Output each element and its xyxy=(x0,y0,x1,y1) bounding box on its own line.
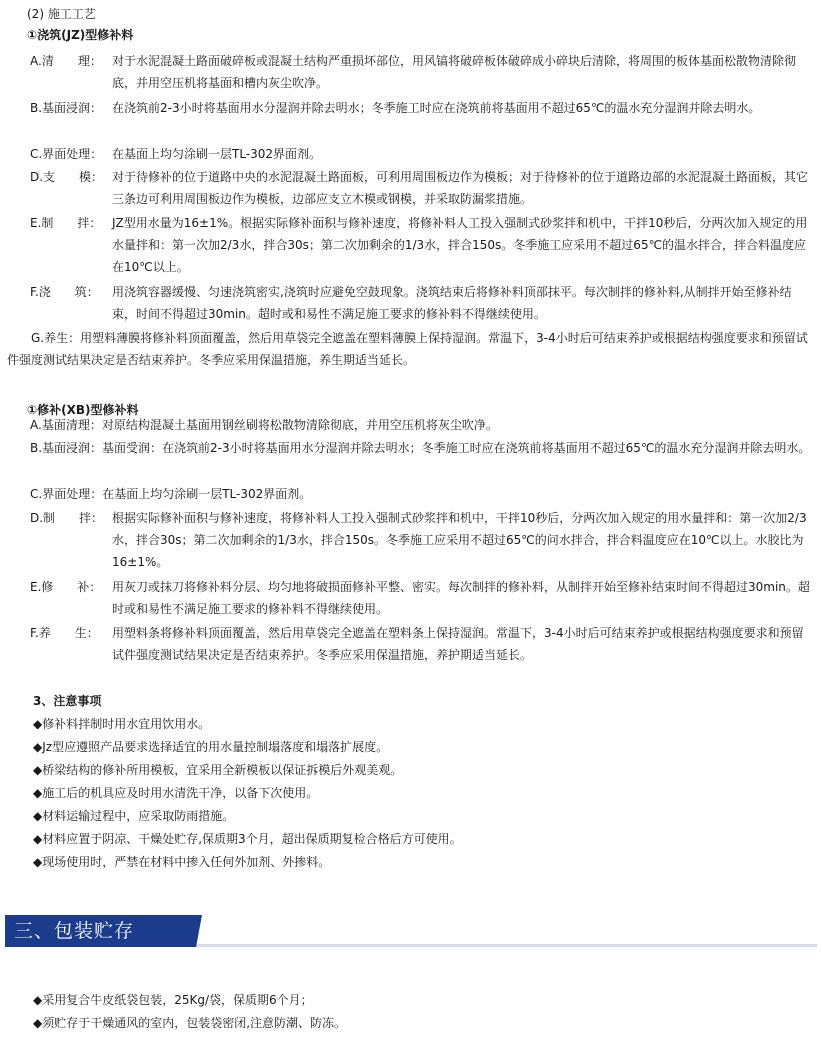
xb-step-a-text: A.基面清理：对原结构混凝土基面用钢丝刷将松散物清除彻底，并用空压机将灰尘吹净。 xyxy=(30,418,498,432)
xb-step-f-text: 用塑料条将修补料顶面覆盖，然后用草袋完全遮盖在塑料条上保持湿润。常温下，3-4小时后可结束养护或根据结构强度要求和预留试件强度测试结果决定是否结束养护。冬季应采用保温措施，养护期适当延长。 xyxy=(112,626,804,662)
jz-step-e-label: E.制 拌： xyxy=(30,216,102,230)
jz-step-b-text: 在浇筑前2-3小时将基面用水分湿润并除去明水；冬季施工时应在浇筑前将基面用不超过65℃的温水充分湿润并除去明水。 xyxy=(112,101,761,115)
notes-item: ◆材料应置于阴凉、干燥处贮存,保质期3个月，超出保质期复检合格后方可使用。 xyxy=(33,832,462,846)
notes-item: ◆材料运输过程中，应采取防雨措施。 xyxy=(33,809,235,823)
jz-step-b-label: B.基面浸润： xyxy=(30,101,103,115)
jz-step-d-label: D.支 模： xyxy=(30,170,104,184)
xb-step-d-text: 根据实际修补面积与修补速度，将修补料人工投入强制式砂浆拌和机中，干拌10秒后，分两次加入规定的用水量拌和：第一次加2/3水，拌合30s；第二次加剩余的1/3水，拌合150s。冬季施工应采用不超过65℃的问水拌合，拌合料温度应在10℃以上。水胶比为16±1%。 xyxy=(112,511,807,569)
jz-step-e-text: JZ型用水量为16±1%。根据实际修补面积与修补速度，将修补料人工投入强制式砂浆拌和机中，干拌10秒后，分两次加入规定的用水量拌和：第一次加2/3水，拌合30s；第二次加剩余的1/3水，拌合150s。冬季施工应采用不超过65℃的温水拌合，拌合料温度应在10℃以上。 xyxy=(112,216,808,274)
xb-step-e-label: E.修 补： xyxy=(30,580,102,594)
xb-step-f-label: F.养 生： xyxy=(30,626,99,640)
xb-step-c-text: C.界面处理：在基面上均匀涂刷一层TL-302界面剂。 xyxy=(30,487,312,501)
notes-item: ◆现场使用时，严禁在材料中掺入任何外加剂、外掺料。 xyxy=(33,855,331,869)
jz-title: ①浇筑(JZ)型修补料 xyxy=(27,28,134,42)
notes-item: ◆桥梁结构的修补所用模板，宜采用全新模板以保证拆模后外观美观。 xyxy=(33,763,403,777)
section-banner-title: 三、包装贮存 xyxy=(14,920,135,942)
packaging-item: ◆采用复合牛皮纸袋包装，25Kg/袋，保质期6个月； xyxy=(33,993,313,1007)
jz-step-a-text: 对于水泥混凝土路面破碎板或混凝土结构严重损坏部位，用风镐将破碎板体破碎成小碎块后清除，将周围的板体基面松散物清除彻底，并用空压机将基面和槽内灰尘吹净。 xyxy=(112,54,797,90)
notes-item: ◆Jz型应遵照产品要求选择适宜的用水量控制塌落度和塌落扩展度。 xyxy=(33,740,389,754)
packaging-item: ◆须贮存于干燥通风的室内，包装袋密闭,注意防潮、防冻。 xyxy=(33,1016,347,1030)
jz-step-f-text: 用浇筑容器缓慢、匀速浇筑密实,浇筑时应避免空鼓现象。浇筑结束后将修补料顶部抹平。每次制拌的修补料,从制拌开始至修补结束，时间不得超过30min。超时或和易性不满足施工要求的修补料不得继续使用。 xyxy=(112,285,792,321)
jz-step-d-text: 对于待修补的位于道路中央的水泥混凝土路面板，可利用周围板边作为模板；对于待修补的位于道路边部的水泥混凝土路面板，其它三条边可利用周围板边作为模板，边部应支立木模或钢模，并采取防漏浆措施。 xyxy=(112,170,809,206)
notes-title: 3、注意事项 xyxy=(33,694,102,708)
xb-step-e-text: 用灰刀或抹刀将修补料分层、均匀地将破损面修补平整、密实。每次制拌的修补料，从制拌开始至修补结束时间不得超过30min。超时或和易性不满足施工要求的修补料不得继续使用。 xyxy=(112,580,810,616)
xb-step-d-label: D.制 拌： xyxy=(30,511,104,525)
notes-item: ◆修补料拌制时用水宜用饮用水。 xyxy=(33,717,211,731)
notes-item: ◆施工后的机具应及时用水清洗干净，以备下次使用。 xyxy=(33,786,319,800)
jz-step-a-label: A.清 理： xyxy=(30,54,102,68)
jz-step-g-text: G.养生：用塑料薄膜将修补料顶面覆盖，然后用草袋完全遮盖在塑料薄膜上保持湿润。常温下，3-4小时后可结束养护或根据结构强度要求和预留试件强度测试结果决定是否结束养护。冬季应采用保温措施，养生期适当延长。 xyxy=(7,331,808,367)
xb-step-b-text: B.基面浸润：基面受润：在浇筑前2-3小时将基面用水分湿润并除去明水；冬季施工时应在浇筑前将基面用不超过65℃的温水充分湿润并除去明水。 xyxy=(30,441,811,455)
jz-step-f-label: F.浇 筑： xyxy=(30,285,99,299)
jz-step-c-label: C.界面处理： xyxy=(30,147,103,161)
xb-title: ①修补(XB)型修补料 xyxy=(27,403,139,417)
jz-step-c-text: 在基面上均匀涂刷一层TL-302界面剂。 xyxy=(112,147,322,161)
section-heading-construction: (2) 施工工艺 xyxy=(27,7,96,21)
